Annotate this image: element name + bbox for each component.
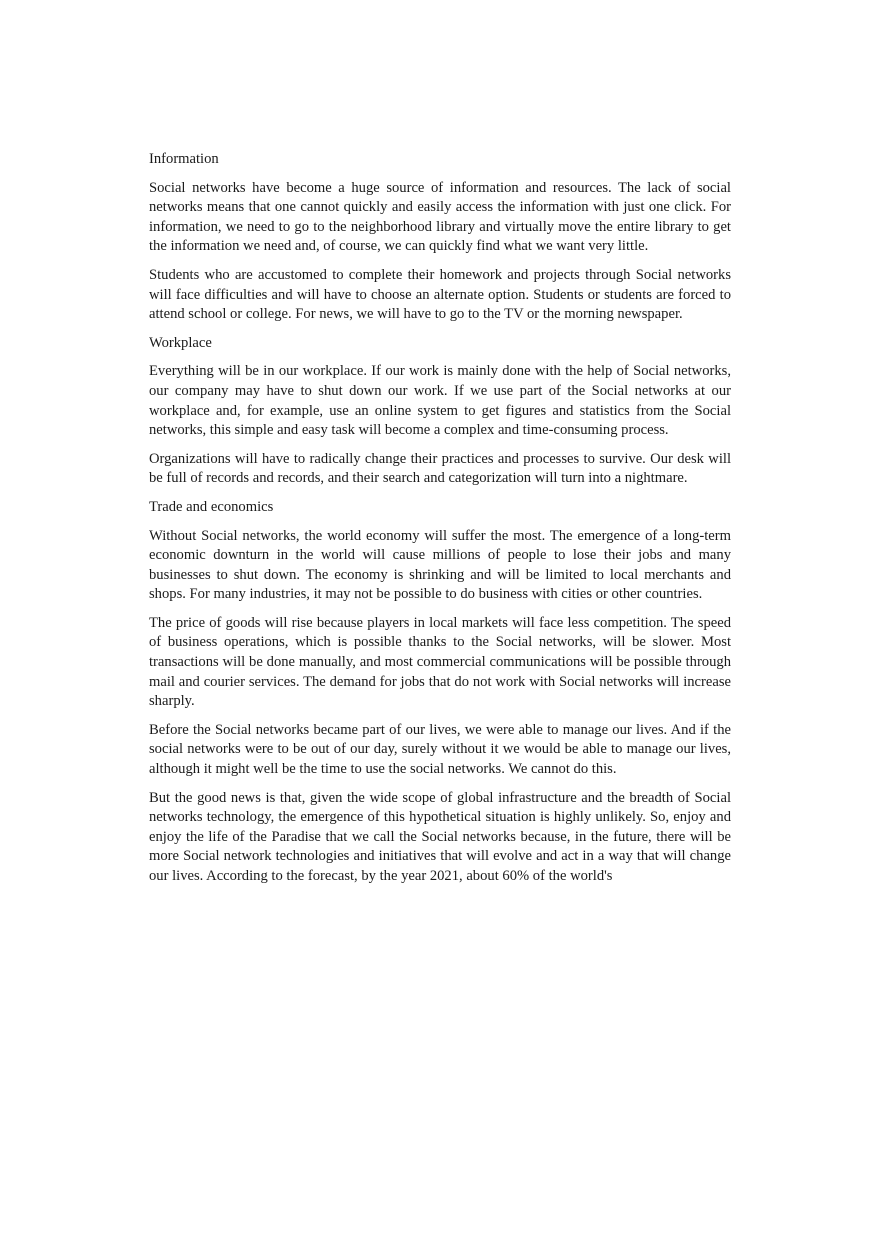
paragraph: Organizations will have to radically change their practices and processes to survive. Our desk will be full of records and records, and their search and categorization will turn into a nightmare. bbox=[149, 450, 731, 487]
paragraph: The price of goods will rise because players in local markets will face less competition. The speed of business operations, which is possible thanks to the Social networks, will be slower. Most transactions will be done manually, and most commercial communications will be possible through mail and courier services. The demand for jobs that do not work with Social networks will increase sharply. bbox=[149, 614, 731, 710]
paragraph: Social networks have become a huge source of information and resources. The lack of social networks means that one cannot quickly and easily access the information with just one click. For information, we need to go to the neighborhood library and virtually move the entire library to get the information we need and, of course, we can quickly find what we want very little. bbox=[149, 179, 731, 255]
section-heading-information: Information bbox=[149, 151, 219, 167]
paragraph: Students who are accustomed to complete their homework and projects through Social networks will face difficulties and will have to choose an alternate option. Students or students are forced to attend school or college. For news, we will have to go to the TV or the morning newspaper. bbox=[149, 266, 731, 323]
section-heading-trade-and-economics: Trade and economics bbox=[149, 498, 274, 515]
document-body bbox=[149, 150, 731, 887]
paragraph: Everything will be in our workplace. If our work is mainly done with the help of Social networks, our company may have to shut down our work. If we use part of the Social networks at our workplace and, for example, use an online system to get figures and statistics from the Social networks, this simple and easy task will become a complex and time-consuming process. bbox=[149, 363, 731, 439]
paragraph: Without Social networks, the world economy will suffer the most. The emergence of a long-term economic downturn in the world will cause millions of people to lose their jobs and many businesses to shut down. The economy is shrinking and will be limited to local merchants and shops. For many industries, it may not be possible to do business with cities or other countries. bbox=[149, 527, 731, 603]
paragraph: Before the Social networks became part of our lives, we were able to manage our lives. And if the social networks were to be out of our day, surely without it we would be able to manage our lives, although it might well be the time to use the social networks. We cannot do this. bbox=[149, 721, 731, 778]
section-heading-workplace: Workplace bbox=[149, 334, 212, 351]
paragraph: But the good news is that, given the wide scope of global infrastructure and the breadth of Social networks technology, the emergence of this hypothetical situation is highly unlikely. So, enjoy and enjoy the life of the Paradise that we call the Social networks because, in the future, there will be more Social network technologies and initiatives that will evolve and act in a way that will change our lives. According to the forecast, by the year 2021, about 60% of the world's bbox=[149, 789, 731, 884]
